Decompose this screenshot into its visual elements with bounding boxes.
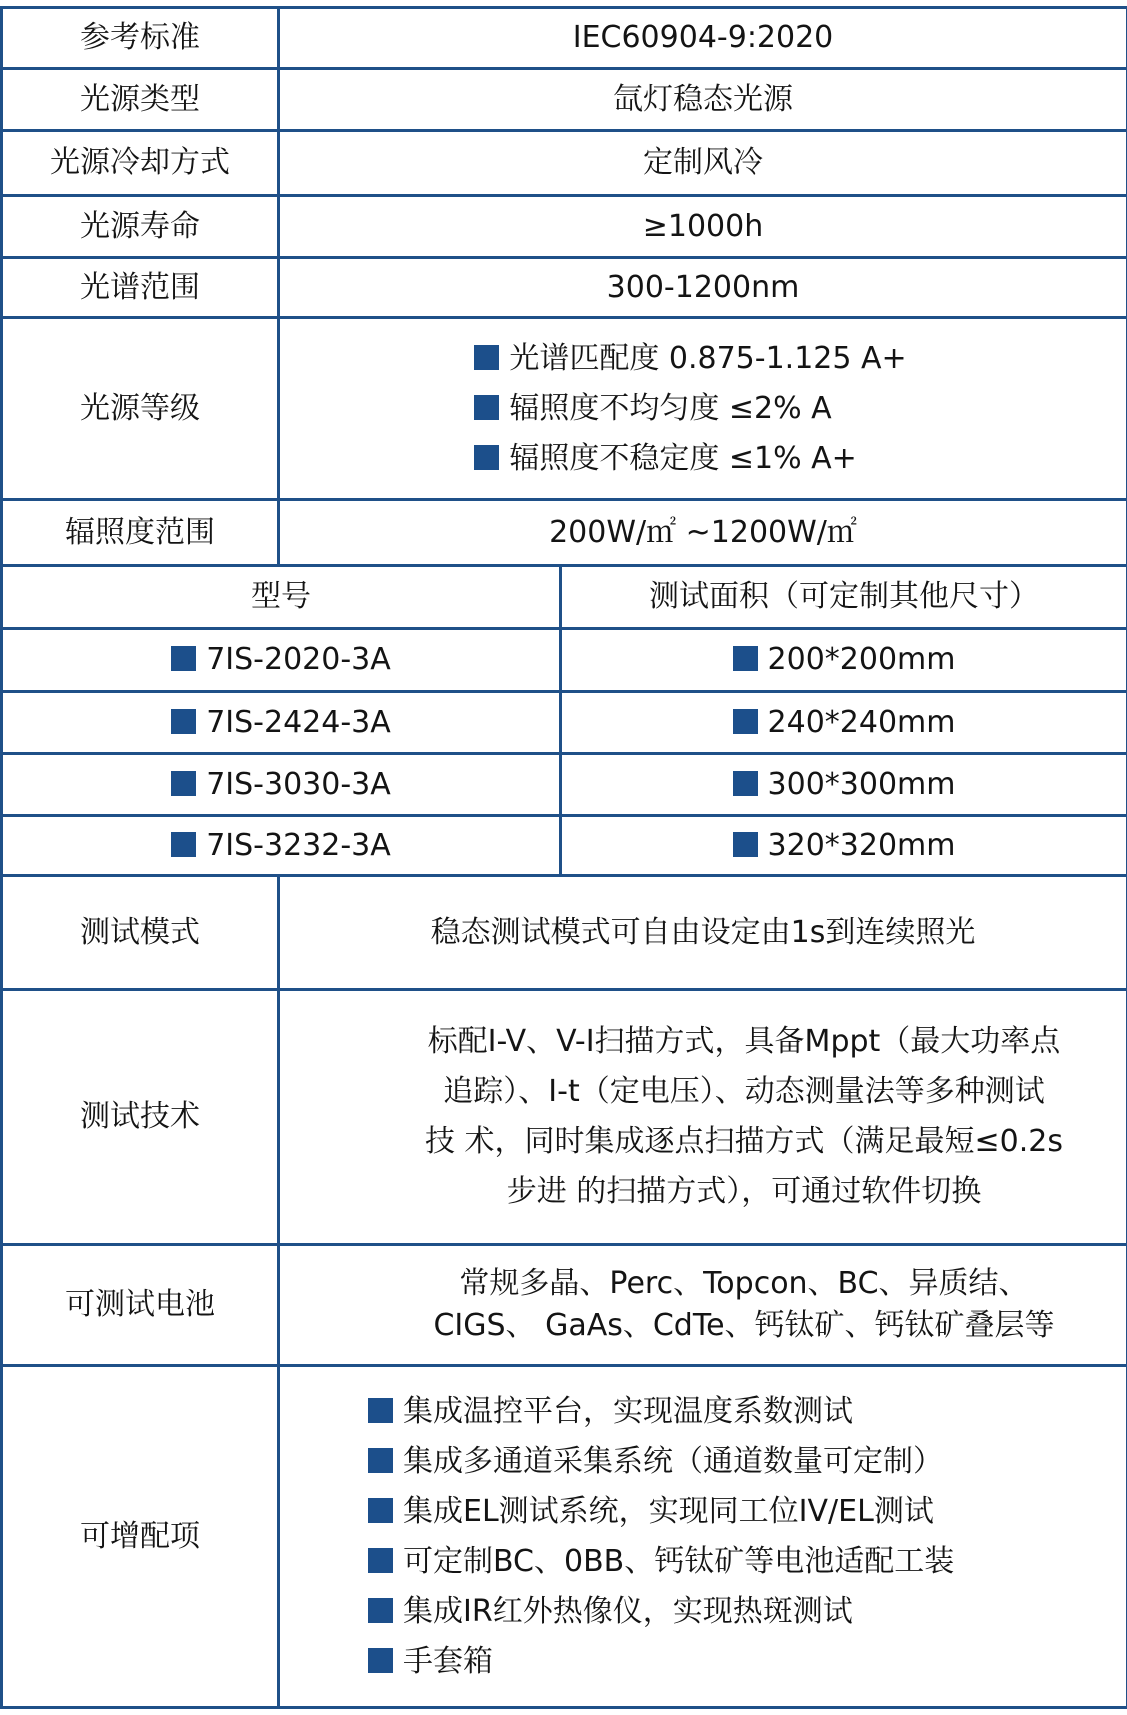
text-line: 步进 的扫描方式），可通过软件切换	[506, 1174, 982, 1209]
square-bullet-icon	[171, 771, 196, 796]
model-cell: 7IS-2020-3A	[2, 629, 561, 692]
row-value: 300-1200nm	[279, 258, 1127, 318]
row-value: IEC60904-9:2020	[279, 8, 1127, 69]
spec-row-cells	[2, 1245, 1127, 1366]
spec-row-lifetime	[2, 196, 1127, 258]
square-bullet-icon	[171, 832, 196, 857]
area-cell: 320*320mm	[561, 816, 1127, 876]
text-line: 技 术，同时集成逐点扫描方式（满足最短≤0.2s	[424, 1124, 1063, 1159]
model-cell: 7IS-2424-3A	[2, 692, 561, 754]
text-line: 标配I-V、V-I扫描方式，具备Mppt（最大功率点	[427, 1024, 1061, 1059]
table-row	[2, 692, 1127, 754]
square-bullet-icon	[171, 709, 196, 734]
list-item: 可定制BC、0BB、钙钛矿等电池适配工装	[368, 1537, 1126, 1587]
row-value: ≥1000h	[279, 196, 1127, 258]
row-value: 定制风冷	[279, 131, 1127, 196]
list-item: 光谱匹配度 0.875-1.125 A+	[474, 334, 906, 384]
spec-row-addons	[2, 1366, 1127, 1708]
text-line: 追踪）、I-t（定电压）、动态测量法等多种测试	[443, 1074, 1045, 1109]
table-row	[2, 629, 1127, 692]
list-item: 集成IR红外热像仪，实现热斑测试	[368, 1587, 1126, 1637]
row-label: 光谱范围	[2, 258, 279, 318]
row-value: 200W/㎡ ~1200W/㎡	[279, 500, 1127, 566]
area-cell: 200*200mm	[561, 629, 1127, 692]
square-bullet-icon	[368, 1598, 393, 1623]
row-value	[279, 1366, 1127, 1708]
row-value	[279, 318, 1127, 500]
square-bullet-icon	[474, 345, 499, 370]
spec-row-irradiance	[2, 500, 1127, 566]
spec-row-spectrum	[2, 258, 1127, 318]
spec-row-light-grade	[2, 318, 1127, 500]
row-label: 光源类型	[2, 69, 279, 131]
table-row	[2, 816, 1127, 876]
row-label: 可测试电池	[2, 1245, 279, 1366]
spec-row-standard	[2, 8, 1127, 69]
square-bullet-icon	[368, 1448, 393, 1473]
model-header-row	[2, 566, 1127, 629]
row-value	[279, 1245, 1127, 1366]
square-bullet-icon	[171, 646, 196, 671]
spec-row-test-mode	[2, 876, 1127, 990]
column-header-model: 型号	[2, 566, 561, 629]
row-value: 稳态测试模式可自由设定由1s到连续照光	[279, 876, 1127, 990]
list-item: 辐照度不稳定度 ≤1% A+	[474, 434, 906, 484]
square-bullet-icon	[368, 1648, 393, 1673]
square-bullet-icon	[733, 832, 758, 857]
area-cell: 300*300mm	[561, 754, 1127, 816]
grade-list	[474, 334, 906, 484]
spec-row-cooling	[2, 131, 1127, 196]
model-cell: 7IS-3232-3A	[2, 816, 561, 876]
model-cell: 7IS-3030-3A	[2, 754, 561, 816]
square-bullet-icon	[368, 1548, 393, 1573]
area-cell: 240*240mm	[561, 692, 1127, 754]
list-item: 集成EL测试系统，实现同工位IV/EL测试	[368, 1487, 1126, 1537]
square-bullet-icon	[368, 1398, 393, 1423]
text-line: 常规多晶、Perc、Topcon、BC、异质结、	[459, 1266, 1029, 1301]
list-item: 集成多通道采集系统（通道数量可定制）	[368, 1437, 1126, 1487]
text-line: CIGS、 GaAs、CdTe、钙钛矿、钙钛矿叠层等	[433, 1308, 1055, 1343]
list-item: 集成温控平台，实现温度系数测试	[368, 1387, 1126, 1437]
column-header-area: 测试面积（可定制其他尺寸）	[561, 566, 1127, 629]
row-label: 辐照度范围	[2, 500, 279, 566]
row-label: 参考标准	[2, 8, 279, 69]
square-bullet-icon	[474, 445, 499, 470]
spec-row-test-tech	[2, 990, 1127, 1245]
row-label: 光源冷却方式	[2, 131, 279, 196]
list-item: 手套箱	[368, 1637, 1126, 1687]
row-label: 可增配项	[2, 1366, 279, 1708]
row-label: 光源等级	[2, 318, 279, 500]
spec-table	[0, 6, 1127, 1709]
table-row	[2, 754, 1127, 816]
row-label: 光源寿命	[2, 196, 279, 258]
row-label: 测试模式	[2, 876, 279, 990]
row-value	[279, 990, 1127, 1245]
square-bullet-icon	[733, 709, 758, 734]
square-bullet-icon	[733, 771, 758, 796]
list-item: 辐照度不均匀度 ≤2% A	[474, 384, 906, 434]
square-bullet-icon	[368, 1498, 393, 1523]
row-value: 氙灯稳态光源	[279, 69, 1127, 131]
square-bullet-icon	[474, 395, 499, 420]
row-label: 测试技术	[2, 990, 279, 1245]
spec-row-light-type	[2, 69, 1127, 131]
square-bullet-icon	[733, 646, 758, 671]
